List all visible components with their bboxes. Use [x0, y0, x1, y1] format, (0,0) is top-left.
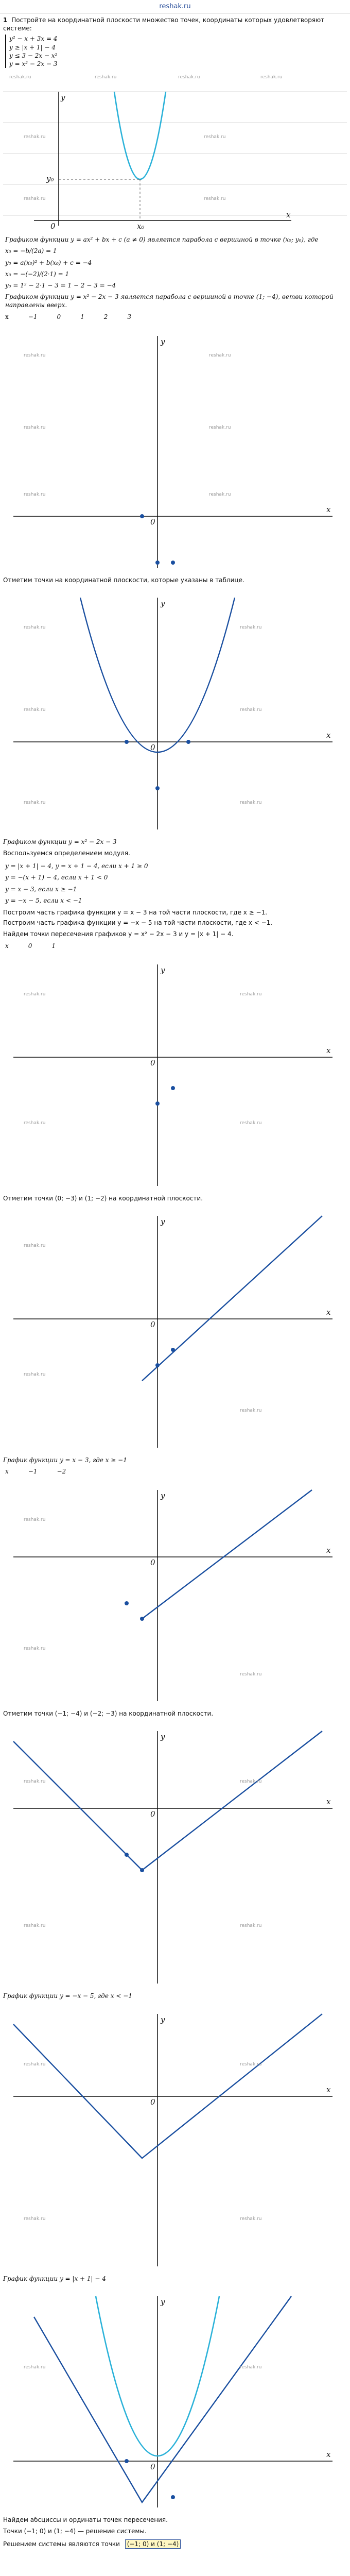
watermark: reshak.ru: [24, 1646, 46, 1652]
points-x: 0: [57, 313, 61, 321]
watermarks: [24, 1243, 261, 1413]
point: [171, 1086, 175, 1090]
graph-points-svg: [3, 326, 347, 573]
watermark: reshak.ru: [24, 134, 46, 140]
watermark: reshak.ru: [240, 2061, 262, 2067]
calc-line: Графиком функции y = x² − 2x − 3 является парабола с вершиной в точке (1; −4), ветви которой направлены вверх.: [5, 293, 334, 309]
x-axis-label: x: [326, 1546, 331, 1555]
watermark: reshak.ru: [24, 2061, 46, 2067]
abs-graph: [13, 2014, 322, 2158]
graph-abs2: [3, 2004, 347, 2272]
calc-line: Графиком функции y = ax² + bx + c (a ≠ 0) является парабола с вершиной в точке (x₀; y₀), где: [5, 236, 319, 244]
watermark: reshak.ru: [24, 2364, 46, 2370]
x-axis-label: x: [326, 2449, 331, 2459]
graph-abs: [3, 1721, 347, 1989]
origin-label: 0: [150, 2462, 155, 2471]
y-axis-label: y: [161, 1216, 165, 1226]
calc-line: y = x − 3, если x ≥ −1: [5, 885, 77, 893]
watermark: reshak.ru: [240, 1779, 262, 1785]
equation-system: [5, 35, 57, 68]
points-x: −1: [28, 313, 38, 321]
graph-parabola-full: [3, 587, 347, 835]
calc-line: y₀ = 1² − 2·1 − 3 = 1 − 2 − 3 = −4: [5, 281, 116, 289]
calc-line: y = −x − 5, если x < −1: [5, 896, 82, 904]
point: [125, 1601, 129, 1605]
y-axis-label: y: [61, 93, 65, 103]
part2-text: Отметим точки на координатной плоскости, которые указаны в таблице.: [3, 576, 244, 584]
x-axis-label: x: [326, 504, 331, 514]
point: [171, 561, 175, 565]
watermark: reshak.ru: [240, 2364, 262, 2370]
watermark: reshak.ru: [24, 707, 46, 713]
points-x: 1: [80, 313, 84, 321]
watermark: reshak.ru: [9, 75, 31, 80]
point: [125, 1853, 129, 1857]
graph-intersection: [3, 2286, 347, 2513]
y-axis-label: y: [161, 2297, 165, 2307]
watermark: reshak.ru: [24, 624, 46, 630]
part6-caption2: График функции y = |x + 1| − 4: [3, 2275, 106, 2282]
points-x: −2: [57, 1468, 66, 1476]
abs-graph: [13, 1731, 322, 1870]
task-intro: [3, 16, 347, 32]
points-x: 1: [51, 942, 56, 950]
site-title[interactable]: reshak.ru: [159, 3, 191, 10]
point: [140, 1868, 144, 1872]
watermark: reshak.ru: [24, 1371, 46, 1377]
point: [155, 1101, 160, 1106]
grid: [3, 92, 347, 215]
part6-caption1: График функции y = −x − 5, где x < −1: [3, 1992, 132, 2000]
graph-line2: [3, 1480, 347, 1706]
origin-label: 0: [150, 517, 155, 527]
system-line: y ≥ |x + 1| − 4: [9, 43, 56, 51]
y-axis-label: y: [161, 1732, 165, 1742]
intersection-point: [125, 2459, 129, 2463]
y-axis-label: y: [161, 965, 165, 975]
answer-value: (−1; 0) и (1; −4): [125, 2539, 181, 2549]
part6-text: Отметим точки (−1; −4) и (−2; −3) на координатной плоскости.: [3, 1710, 214, 1718]
points-x: x: [5, 1468, 9, 1476]
watermark: reshak.ru: [178, 75, 200, 80]
x-axis-label: x: [286, 210, 291, 220]
x-axis-label: x: [326, 1045, 331, 1055]
watermark: reshak.ru: [24, 2216, 46, 2222]
watermarks: [24, 1779, 261, 1928]
watermark: reshak.ru: [95, 75, 117, 80]
watermarks: [24, 2365, 261, 2370]
watermark: reshak.ru: [204, 196, 226, 202]
point: [125, 740, 129, 744]
y0-label: y₀: [46, 174, 54, 184]
vertex-calc: [5, 234, 347, 311]
origin-label: 0: [150, 1809, 155, 1819]
watermark: reshak.ru: [260, 75, 283, 80]
watermark: reshak.ru: [209, 352, 231, 358]
x-axis-label: x: [326, 730, 331, 740]
watermark: reshak.ru: [240, 2216, 262, 2222]
final-text: Найдем абсциссы и ординаты точек пересечения.: [3, 2516, 168, 2523]
point: [140, 514, 144, 518]
points-x: −1: [28, 1468, 38, 1476]
watermark: reshak.ru: [240, 1120, 262, 1126]
x-axis-label: x: [326, 1307, 331, 1317]
watermark: reshak.ru: [24, 1923, 46, 1929]
watermark: reshak.ru: [204, 134, 226, 140]
watermarks: [24, 1517, 261, 1677]
watermark: reshak.ru: [240, 800, 262, 805]
parabola-curve: [114, 92, 166, 179]
watermarks: [24, 625, 261, 805]
points-x: 0: [28, 942, 32, 950]
graph-points: [3, 326, 347, 573]
part5-text: Отметим точки (0; −3) и (1; −2) на координатной плоскости.: [3, 1194, 203, 1202]
points-x-label: x: [5, 313, 9, 321]
origin-label: 0: [50, 222, 56, 231]
graph-intersection-svg: [3, 2286, 347, 2513]
part4-text: Найдем точки пересечения графиков y = x² − 2x − 3 и y = |x + 1| − 4.: [3, 930, 234, 938]
watermarks: [24, 992, 261, 1126]
watermarks: [24, 353, 231, 497]
origin-label: 0: [150, 1058, 155, 1067]
watermark: reshak.ru: [24, 1120, 46, 1126]
watermark: reshak.ru: [24, 196, 46, 202]
points-x: x: [5, 942, 9, 950]
x0-label: x₀: [137, 222, 145, 231]
origin-label: 0: [150, 1319, 155, 1329]
solution-content: [0, 16, 350, 2549]
point: [155, 561, 160, 565]
graph-line-points-svg: [3, 954, 347, 1191]
system-line: y = x² − 2x − 3: [9, 60, 58, 67]
points-table: [5, 313, 347, 321]
calc-line: y₀ = a(x₀)² + b(x₀) + c = −4: [5, 259, 92, 266]
graph-parabola-svg: [3, 71, 347, 231]
point: [171, 1348, 175, 1352]
watermark: reshak.ru: [209, 492, 231, 497]
task-number: 1: [3, 16, 8, 24]
part3-note1: Построим часть графика функции y = x − 3 на той части плоскости, где x ≥ −1.: [3, 908, 268, 916]
graph-line1-svg: [3, 1206, 347, 1453]
part5-caption: График функции y = x − 3, где x ≥ −1: [3, 1456, 127, 1464]
graph-abs-svg: [3, 1721, 347, 1989]
calc-line: x₀ = −b/(2a) = 1: [5, 247, 57, 255]
final-line: Точки (−1; 0) и (1; −4) — решение системы.: [3, 2528, 147, 2535]
site-header[interactable]: [0, 0, 350, 14]
graph-line-points: [3, 954, 347, 1191]
points-table: [5, 1467, 347, 1476]
watermarks: [24, 2062, 261, 2222]
points-x: 2: [103, 313, 108, 321]
calc-line: y = −(x + 1) − 4, если x + 1 < 0: [5, 874, 108, 882]
point: [140, 1617, 144, 1621]
system-line: y ≤ 3 − 2x − x²: [9, 52, 58, 59]
calc-line: x₀ = −(−2)/(2·1) = 1: [5, 270, 69, 278]
line-graph: [142, 1216, 322, 1381]
watermark: reshak.ru: [24, 1779, 46, 1785]
watermark: reshak.ru: [240, 1672, 262, 1677]
y-axis-label: y: [161, 1491, 165, 1501]
watermark: reshak.ru: [24, 352, 46, 358]
x-axis-label: x: [326, 2084, 331, 2094]
watermark: reshak.ru: [24, 1517, 46, 1523]
y-axis-label: y: [161, 598, 165, 608]
graph-line2-svg: [3, 1480, 347, 1706]
calc-line: y = |x + 1| − 4, y = x + 1 − 4, если x + 1 ≥ 0: [5, 862, 148, 870]
part2-formula: Графиком функции y = x² − 2x − 3: [3, 838, 117, 845]
watermark: reshak.ru: [24, 991, 46, 997]
y-axis-label: y: [161, 336, 165, 346]
watermark: reshak.ru: [240, 991, 262, 997]
origin-label: 0: [150, 2097, 155, 2107]
origin-label: 0: [150, 742, 155, 752]
watermark: reshak.ru: [240, 707, 262, 713]
y-axis-label: y: [161, 2014, 165, 2024]
points-x: 3: [127, 313, 132, 321]
abs-graph: [34, 2296, 291, 2502]
intersection-point: [171, 2495, 175, 2499]
watermark: reshak.ru: [240, 1408, 262, 1413]
watermark: reshak.ru: [240, 624, 262, 630]
part3-note2: Построим часть графика функции y = −x − 5 на той части плоскости, где x < −1.: [3, 919, 273, 927]
origin-label: 0: [150, 1558, 155, 1568]
graph-abs2-svg: [3, 2004, 347, 2272]
watermark: reshak.ru: [240, 1923, 262, 1929]
point: [155, 786, 160, 790]
system-line: y² − x + 3x = 4: [9, 35, 58, 43]
graph-parabola: [3, 71, 347, 231]
point: [155, 1363, 160, 1367]
line-graph: [142, 1490, 312, 1619]
watermark: reshak.ru: [209, 425, 231, 430]
graph-parabola-full-svg: [3, 587, 347, 835]
part3-heading: Воспользуемся определением модуля.: [3, 850, 130, 857]
watermark: reshak.ru: [24, 492, 46, 497]
x-axis-label: x: [326, 1797, 331, 1807]
watermark: reshak.ru: [24, 1243, 46, 1248]
answer-label: Решением системы являются точки: [3, 2540, 120, 2548]
watermark: reshak.ru: [24, 800, 46, 805]
final-answer: [3, 2539, 347, 2549]
watermark: reshak.ru: [24, 425, 46, 430]
points-table: [5, 942, 347, 950]
task-text: Постройте на координатной плоскости множество точек, координаты которых удовлетворяют системе:: [3, 16, 325, 32]
graph-line1: [3, 1206, 347, 1453]
point: [186, 740, 190, 744]
modulus-calc: [5, 860, 347, 906]
